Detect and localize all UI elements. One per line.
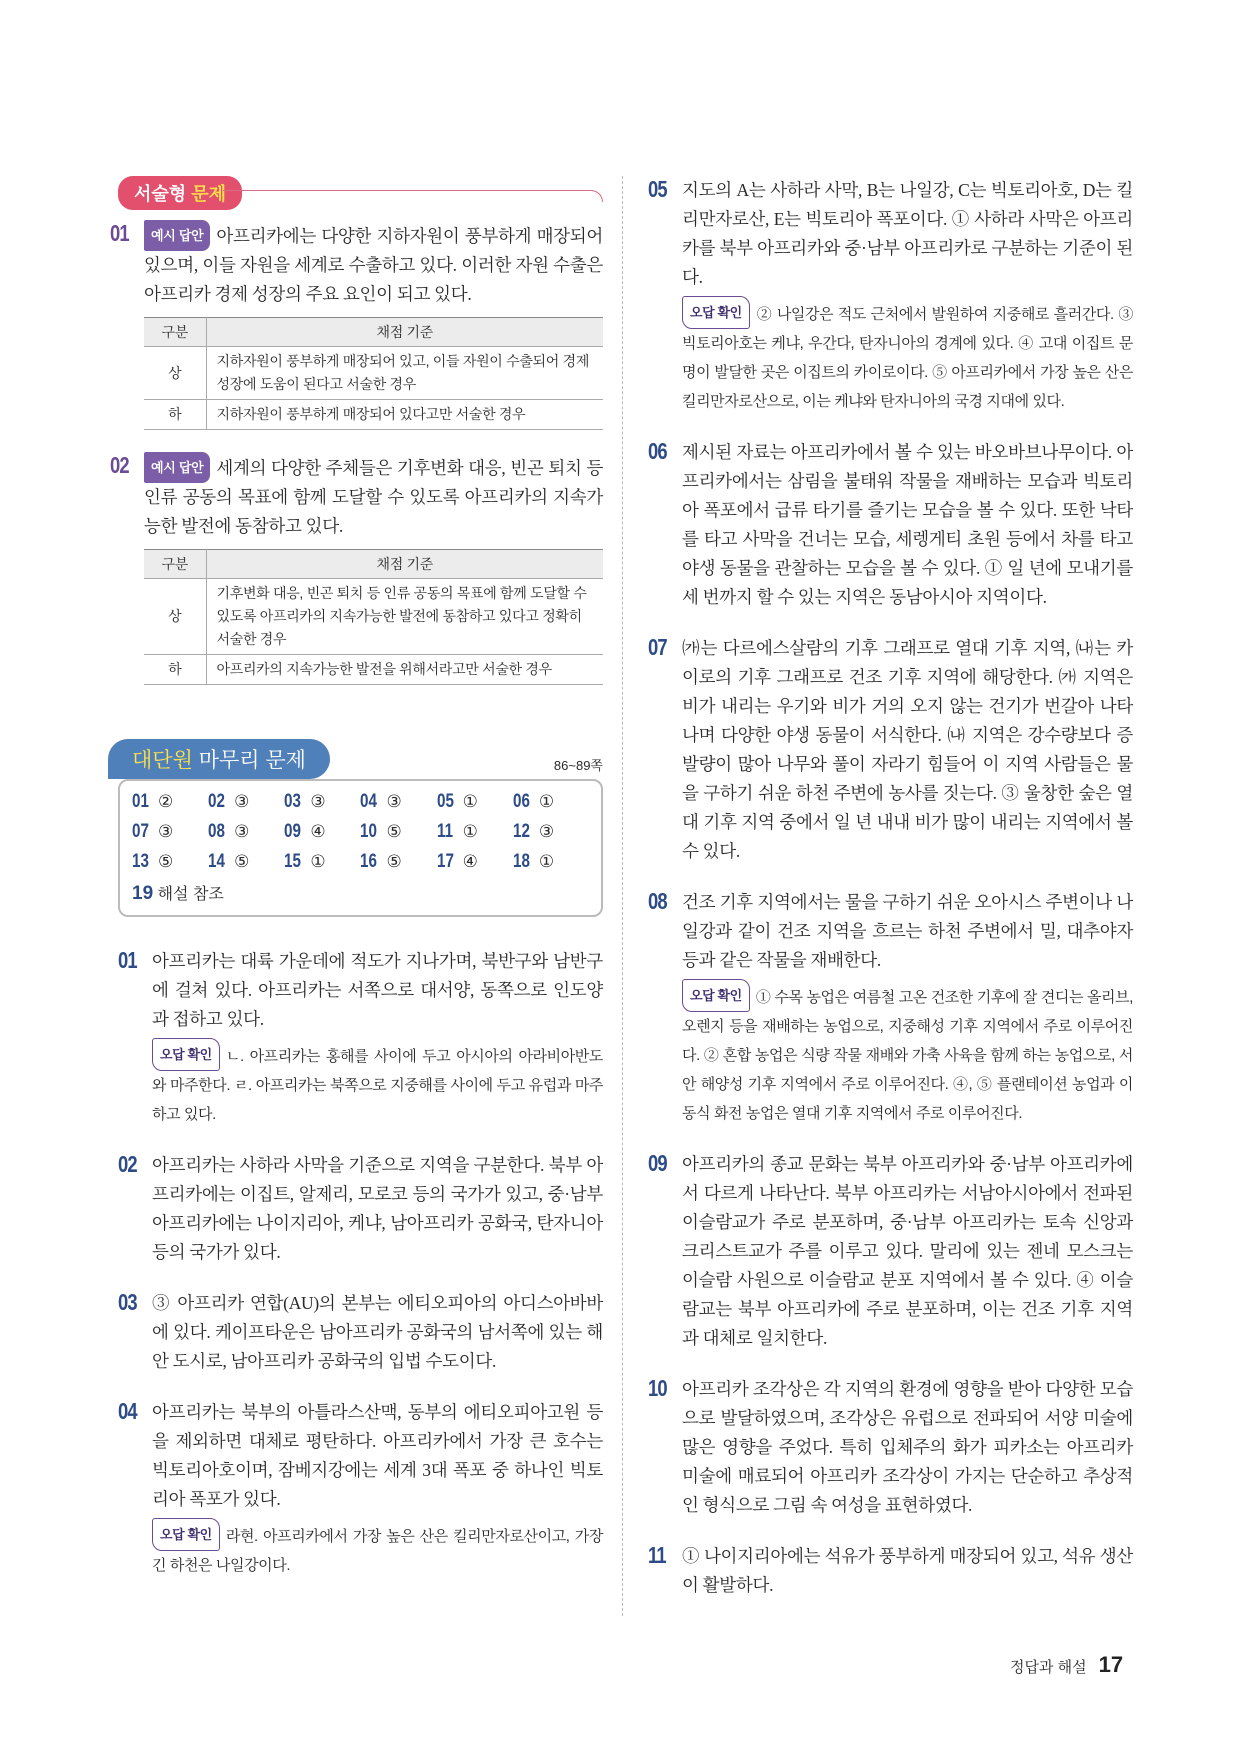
item-number: 04 (118, 1398, 137, 1424)
explanation-text: 아프리카 조각상은 각 지역의 환경에 영향을 받아 다양한 모습으로 발달하였으며, 조각상은 유럽으로 전파되어 서양 미술에 많은 영향을 주었다. 특히 입체주의 화가 피카소는 아프리카 미술에 매료되어 아프리카 조각상이 가지는 단순하고 추상적인 형식으로 그림 속 여성을 표현하였다. (682, 1379, 1133, 1515)
review-title-main: 마무리 문제 (198, 749, 306, 772)
rubric-row (144, 579, 603, 655)
answer-text: 세계의 다양한 주체들은 기후변화 대응, 빈곤 퇴치 등 인류 공동의 목표에 함께 도달할 수 있도록 아프리카의 지속가능한 발전에 동참하고 있다. (144, 458, 603, 536)
wrong-answer-note (152, 1038, 603, 1129)
rubric-grade: 상 (144, 347, 206, 400)
rubric-criterion: 지하자원이 풍부하게 매장되어 있고, 이들 자원이 수출되어 경제 성장에 도움이 된다고 서술한 경우 (206, 347, 603, 400)
answer-cell (437, 821, 513, 843)
explanation-text: ③ 아프리카 연합(AU)의 본부는 에티오피아의 아디스아바바에 있다. 케이프타운은 남아프리카 공화국의 남서쪽에 있는 해안 도시로, 남아프리카 공화국의 입법 수도이다. (152, 1293, 603, 1371)
explanation-item (118, 1151, 603, 1267)
wrong-answer-tag: 오답 확인 (682, 979, 750, 1012)
essay-item (110, 452, 603, 685)
answer-cell (132, 821, 208, 843)
left-column (110, 176, 603, 1602)
rubric-header: 채점 기준 (206, 318, 603, 347)
right-column (648, 176, 1133, 1622)
rubric-row (144, 400, 603, 430)
essay-title-main: 서술형 (134, 184, 187, 204)
answer-cell (208, 791, 284, 813)
answer-value: ⑤ (386, 822, 402, 841)
item-number: 08 (648, 888, 667, 914)
answer-19 (132, 881, 589, 905)
answer-cell (513, 791, 589, 813)
answer-cell (437, 791, 513, 813)
answer-value: ④ (310, 822, 326, 841)
wrong-answer-note (682, 979, 1133, 1128)
wrong-answer-note (152, 1518, 603, 1580)
explanation-text: 제시된 자료는 아프리카에서 볼 수 있는 바오바브나무이다. 아프리카에서는 삼림을 불태워 작물을 재배하는 모습과 빅토리아 폭포에서 급류 타기를 즐기는 모습을 볼 수 있다. 또한 낙타를 타고 사막을 건너는 모습, 세렝게티 초원 등에서 차를 타고 야생 동물을 관찰하는 모습을 볼 수 있다. ① 일 년에 모내기를 세 번까지 할 수 있는 지역은 동남아시아 지역이다. (682, 442, 1133, 607)
rubric-grade: 하 (144, 655, 206, 685)
item-number: 01 (118, 947, 137, 973)
explanation-text: 건조 기후 지역에서는 물을 구하기 쉬운 오아시스 주변이나 나일강과 같이 건조 지역을 흐르는 하천 주변에서 밀, 대추야자 등과 같은 작물을 재배한다. (682, 892, 1133, 970)
item-number: 07 (648, 634, 667, 660)
item-number: 11 (648, 1542, 666, 1568)
column-divider (622, 176, 623, 1616)
answer-number: 09 (284, 821, 302, 842)
footer-label: 정답과 해설 (1010, 1659, 1087, 1676)
answer-number: 15 (284, 851, 302, 872)
item-text (144, 220, 603, 309)
item-number: 09 (648, 1150, 667, 1176)
answer-text: 아프리카에는 다양한 지하자원이 풍부하게 매장되어 있으며, 이들 자원을 세계로 수출하고 있다. 이러한 자원 수출은 아프리카 경제 성장의 주요 요인이 되고 있다. (144, 226, 603, 304)
explanation-text: 아프리카는 북부의 아틀라스산맥, 동부의 에티오피아고원 등을 제외하면 대체로 평탄하다. 아프리카에서 가장 큰 호수는 빅토리아호이며, 잠베지강에는 세계 3대 폭포 중 하나인 빅토리아 폭포가 있다. (152, 1402, 603, 1509)
item-number: 05 (648, 176, 667, 202)
answer-cell (513, 821, 589, 843)
explanation-text: 아프리카는 사하라 사막을 기준으로 지역을 구분한다. 북부 아프리카에는 이집트, 알제리, 모로코 등의 국가가 있고, 중·남부 아프리카에는 나이지리아, 케냐, 남아프리카 공화국, 탄자니아 등의 국가가 있다. (152, 1155, 603, 1262)
answer-value: ⑤ (158, 852, 174, 871)
item-number: 02 (118, 1151, 137, 1177)
answer-value: ① (538, 792, 555, 811)
answer-value: ① (462, 792, 478, 811)
item-number: 06 (648, 438, 667, 464)
answer-number: 11 (436, 821, 453, 842)
rubric-header: 구분 (144, 550, 206, 579)
header-rule (223, 190, 603, 202)
note-text: ㄴ. 아프리카는 홍해를 사이에 두고 아시아의 아라비아반도와 마주한다. ㄹ. 아프리카는 북쪽으로 지중해를 사이에 두고 유럽과 마주하고 있다. (152, 1048, 603, 1123)
wrong-answer-tag: 오답 확인 (152, 1518, 220, 1551)
answer-number: 01 (132, 791, 149, 812)
answer-number: 12 (512, 821, 530, 842)
answer-number: 13 (132, 851, 149, 872)
wrong-answer-note (682, 296, 1133, 416)
answer-number: 16 (360, 851, 378, 872)
answer-number: 04 (360, 791, 378, 812)
item-text (144, 452, 603, 541)
answer-number: 10 (360, 821, 378, 842)
answer-value: ① (462, 822, 478, 841)
explanation-text: 아프리카의 종교 문화는 북부 아프리카와 중·남부 아프리카에서 다르게 나타난다. 북부 아프리카는 서남아시아에서 전파된 이슬람교가 주로 분포하며, 중·남부 아프리카는 토속 신앙과 크리스트교가 주를 이루고 있다. 말리에 있는 젠네 모스크는 이슬람 사원으로 이슬람교 분포 지역에서 볼 수 있다. ④ 이슬람교는 북부 아프리카에 주로 분포하며, 이는 건조 기후 지역과 대체로 일치한다. (682, 1154, 1133, 1348)
answer-cell (284, 791, 360, 813)
note-text: ① 수목 농업은 여름철 고온 건조한 기후에 잘 견디는 올리브, 오렌지 등을 재배하는 농업으로, 지중해성 기후 지역에서 주로 이루어진다. ② 혼합 농업은 식량 작물 재배와 가축 사육을 함께 하는 농업으로, 서안 해양성 기후 지역에서 주로 이루어진다. ④, ⑤ 플랜테이션 농업과 이동식 화전 농업은 열대 기후 지역에서 주로 이루어진다. (682, 989, 1133, 1122)
answer-number: 18 (512, 851, 530, 872)
explanation-item (648, 1375, 1133, 1520)
essay-item (110, 220, 603, 430)
answer-key-box (118, 779, 603, 917)
answer-number: 03 (284, 791, 302, 812)
answer-number: 07 (132, 821, 149, 842)
answer-cell (437, 851, 513, 873)
answer-number: 14 (208, 851, 226, 872)
item-number: 03 (118, 1289, 137, 1315)
item-number: 01 (110, 220, 129, 246)
answer-value: ③ (234, 822, 250, 841)
explanation-item (648, 176, 1133, 416)
answer-number: 17 (436, 851, 454, 872)
rubric-criterion: 지하자원이 풍부하게 매장되어 있다고만 서술한 경우 (206, 400, 603, 430)
answer-value: ③ (158, 822, 174, 841)
answer-cell (360, 791, 436, 813)
explanation-item (648, 888, 1133, 1128)
answer-cell (284, 821, 360, 843)
answer-number: 06 (512, 791, 530, 812)
explanation-item (118, 947, 603, 1129)
answer-value: ① (310, 852, 326, 871)
review-section-header (118, 739, 603, 779)
explanation-item (118, 1289, 603, 1376)
answer-number: 08 (208, 821, 226, 842)
item-number: 02 (110, 452, 129, 478)
explanation-text: ① 나이지리아에는 석유가 풍부하게 매장되어 있고, 석유 생산이 활발하다. (682, 1546, 1133, 1595)
answer-cell (208, 821, 284, 843)
explanation-item (648, 438, 1133, 612)
answer-cell (132, 851, 208, 873)
answer-cell (513, 851, 589, 873)
rubric-table (144, 549, 603, 685)
answer-cell (360, 851, 436, 873)
answer-number: 02 (208, 791, 226, 812)
answer-value: ③ (538, 822, 555, 841)
review-title (108, 739, 330, 779)
answer-cell (360, 821, 436, 843)
answer-cell (132, 791, 208, 813)
answer-value: 해설 참조 (157, 886, 224, 903)
note-text: 라현. 아프리카에서 가장 높은 산은 킬리만자로산이고, 가장 긴 하천은 나일강이다. (152, 1528, 603, 1574)
wrong-answer-tag: 오답 확인 (682, 296, 750, 329)
rubric-grade: 하 (144, 400, 206, 430)
answer-cell (208, 851, 284, 873)
example-answer-tag: 예시 답안 (144, 452, 210, 483)
explanation-item (648, 1150, 1133, 1353)
page-range: 86~89쪽 (553, 758, 603, 773)
answer-value: ② (158, 792, 174, 811)
explanation-item (648, 1542, 1133, 1600)
review-title-highlight: 대단원 (132, 749, 193, 772)
answer-value: ③ (310, 792, 326, 811)
item-number: 10 (648, 1375, 667, 1401)
note-text: ② 나일강은 적도 근처에서 발원하여 지중해로 흘러간다. ③ 빅토리아호는 케냐, 우간다, 탄자니아의 경계에 있다. ④ 고대 이집트 문명이 발달한 곳은 이집트의 카이로이다. ⑤ 아프리카에서 가장 높은 산은 킬리만자로산으로, 이는 케냐와 탄자니아의 국경 지대에 있다. (682, 306, 1133, 410)
explanation-text: 아프리카는 대륙 가운데에 적도가 지나가며, 북반구와 남반구에 걸쳐 있다. 아프리카는 서쪽으로 대서양, 동쪽으로 인도양과 접하고 있다. (152, 951, 603, 1029)
rubric-header: 채점 기준 (206, 550, 603, 579)
rubric-grade: 상 (144, 579, 206, 655)
example-answer-tag: 예시 답안 (144, 220, 210, 251)
rubric-table (144, 317, 603, 430)
wrong-answer-tag: 오답 확인 (152, 1038, 220, 1071)
answer-value: ① (538, 852, 555, 871)
answer-value: ③ (234, 792, 250, 811)
explanation-text: ㈎는 다르에스살람의 기후 그래프로 열대 기후 지역, ㈏는 카이로의 기후 그래프로 건조 기후 지역에 해당한다. ㈎ 지역은 비가 내리는 우기와 비가 거의 오지 않는 건기가 번갈아 나타나며 다양한 야생 동물이 서식한다. ㈏ 지역은 강수량보다 증발량이 많아 나무와 풀이 자라기 힘들어 이 지역 사람들은 물을 구하기 쉬운 하천 주변에 농사를 짓는다. ③ 울창한 숲은 열대 기후 지역 중에서 일 년 내내 비가 많이 내리는 지역에서 볼 수 있다. (682, 638, 1133, 861)
answer-value: ③ (386, 792, 402, 811)
answer-number: 19 (132, 883, 154, 904)
answer-value: ⑤ (234, 852, 250, 871)
rubric-row (144, 347, 603, 400)
answer-cell (284, 851, 360, 873)
rubric-criterion: 아프리카의 지속가능한 발전을 위해서라고만 서술한 경우 (206, 655, 603, 685)
explanation-item (118, 1398, 603, 1580)
essay-title-highlight: 문제 (191, 184, 226, 204)
explanation-text: 지도의 A는 사하라 사막, B는 나일강, C는 빅토리아호, D는 킬리만자로산, E는 빅토리아 폭포이다. ① 사하라 사막은 아프리카를 북부 아프리카와 중·남부 아프리카로 구분하는 기준이 된다. (682, 180, 1133, 287)
answer-value: ⑤ (386, 852, 402, 871)
explanation-item (648, 634, 1133, 866)
rubric-row (144, 655, 603, 685)
rubric-header: 구분 (144, 318, 206, 347)
page-footer (1010, 1652, 1123, 1678)
rubric-criterion: 기후변화 대응, 빈곤 퇴치 등 인류 공동의 목표에 함께 도달할 수 있도록 아프리카의 지속가능한 발전에 동참하고 있다고 정확히 서술한 경우 (206, 579, 603, 655)
answer-number: 05 (436, 791, 454, 812)
page-number: 17 (1098, 1652, 1124, 1677)
essay-section-header (118, 176, 603, 206)
answer-value: ④ (462, 852, 478, 871)
